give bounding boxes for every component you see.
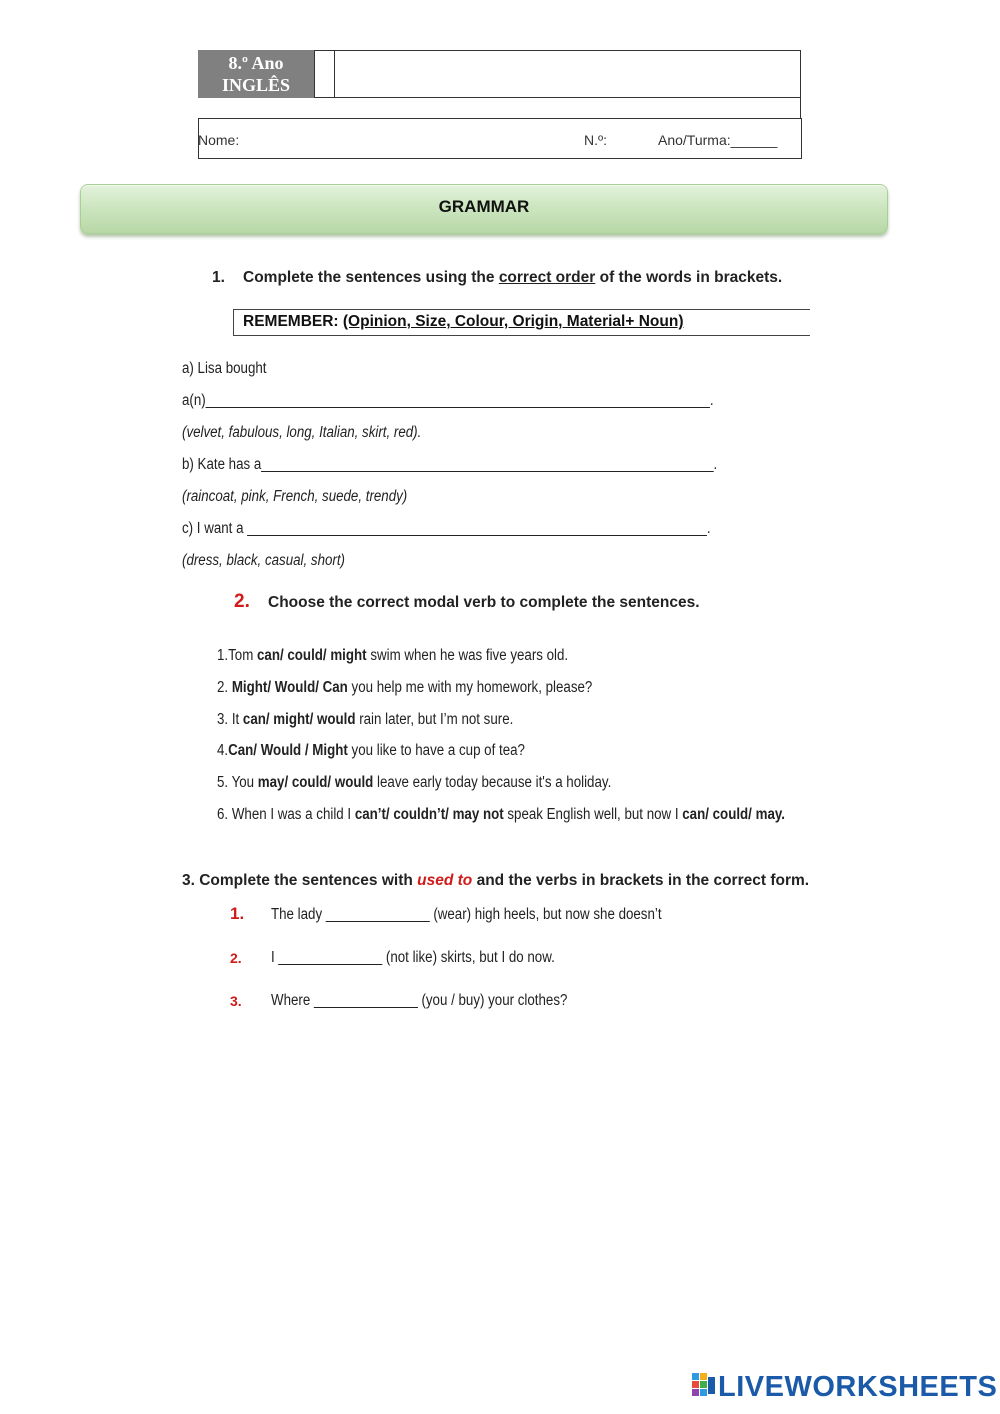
- used-to-item[interactable]: The lady ______________ (wear) high heels, but now she doesn’t: [271, 906, 662, 923]
- divider: [800, 98, 801, 118]
- number-label: N.º:: [584, 132, 608, 148]
- exercise-1c-answer-line[interactable]: c) I want a ______________________________________________________________.: [182, 520, 711, 537]
- instruction-emphasis: used to: [417, 872, 473, 889]
- exercise-1a-answer-line[interactable]: a(n)____________________________________________________________________.: [182, 392, 714, 409]
- item-text: speak English well, but now I: [503, 806, 683, 823]
- grade-line: 8.º Ano: [228, 53, 284, 73]
- modal-item: [217, 774, 611, 792]
- item-number: 3.: [230, 993, 242, 1009]
- item-text: leave early today because it's a holiday.: [373, 774, 612, 791]
- item-text: swim when he was five years old.: [366, 647, 569, 664]
- item-text: you like to have a cup of tea?: [347, 742, 525, 759]
- remember-note: [243, 313, 683, 331]
- exercise-2-instruction: Choose the correct modal verb to complete the sentences.: [268, 594, 700, 611]
- item-number: 2.: [230, 950, 242, 966]
- modal-item: [217, 647, 568, 665]
- grade-tab: [198, 50, 315, 98]
- instruction-text: Complete the sentences using the: [243, 269, 499, 286]
- liveworksheets-logo[interactable]: LIVEWORKSHEETS: [718, 1371, 998, 1403]
- item-text: 5. You: [217, 774, 258, 791]
- exercise-1b-answer-line[interactable]: b) Kate has a_____________________________________________________________.: [182, 456, 718, 473]
- instruction-text: of the words in brackets.: [595, 269, 783, 286]
- used-to-item[interactable]: Where ______________ (you / buy) your clothes?: [271, 992, 568, 1009]
- item-number: 1.: [230, 904, 245, 923]
- item-text: you help me with my homework, please?: [347, 679, 593, 696]
- modal-options[interactable]: may/ could/ would: [257, 774, 374, 791]
- instruction-emphasis: correct order: [498, 269, 596, 286]
- exercise-2-number: 2.: [234, 591, 250, 612]
- exercise-1c-hint: (dress, black, casual, short): [182, 552, 345, 569]
- exercise-1a-line1: a) Lisa bought: [182, 360, 267, 377]
- remember-rule: (Opinion, Size, Colour, Origin, Material+ Noun): [342, 313, 684, 330]
- modal-options[interactable]: can/ could/ may.: [682, 806, 785, 823]
- modal-item: [217, 679, 592, 697]
- item-text: 4.: [217, 742, 229, 759]
- item-text: 3. It: [217, 711, 243, 728]
- remember-label: REMEMBER:: [243, 313, 343, 330]
- modal-item: [217, 742, 525, 760]
- liveworksheets-logo-icon: [692, 1373, 716, 1397]
- modal-options[interactable]: can/ might/ would: [242, 711, 356, 728]
- modal-options[interactable]: Can/ Would / Might: [228, 742, 348, 759]
- instruction-text: and the verbs in brackets in the correct form.: [472, 872, 810, 889]
- modal-item: [217, 806, 785, 824]
- item-text: 6. When I was a child I: [217, 806, 355, 823]
- divider: [315, 97, 334, 98]
- modal-options[interactable]: can’t/ couldn’t/ may not: [354, 806, 504, 823]
- name-label: Nome:: [198, 132, 240, 148]
- used-to-item[interactable]: I ______________ (not like) skirts, but I do now.: [271, 949, 555, 966]
- modal-item: [217, 711, 513, 729]
- divider: [334, 50, 335, 98]
- item-text: 1.Tom: [217, 647, 258, 664]
- exercise-1-number: 1.: [212, 269, 225, 286]
- exercise-1-instruction: [243, 269, 782, 287]
- instruction-text: 3. Complete the sentences with: [182, 872, 418, 889]
- subject-line: INGLÊS: [221, 75, 291, 95]
- class-label: Ano/Turma:______: [658, 132, 778, 148]
- item-text: rain later, but I’m not sure.: [355, 711, 514, 728]
- exercise-1b-hint: (raincoat, pink, French, suede, trendy): [182, 488, 408, 505]
- modal-options[interactable]: can/ could/ might: [257, 647, 367, 664]
- section-title: GRAMMAR: [438, 197, 530, 216]
- modal-options[interactable]: Might/ Would/ Can: [231, 679, 348, 696]
- exercise-3-instruction: [182, 872, 809, 890]
- item-text: 2.: [217, 679, 232, 696]
- exercise-1a-hint: (velvet, fabulous, long, Italian, skirt, red).: [182, 424, 422, 441]
